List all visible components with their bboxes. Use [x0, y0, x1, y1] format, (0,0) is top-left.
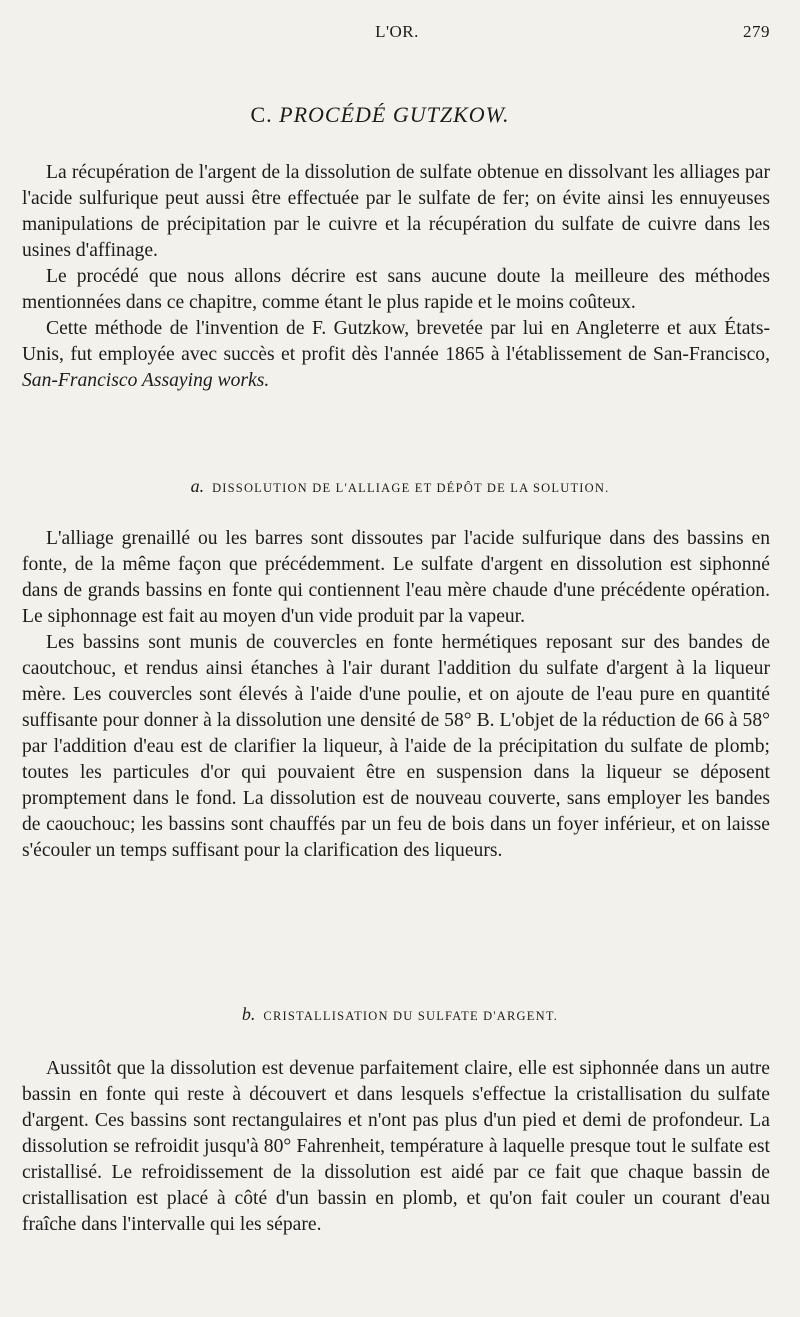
- subsection-b-text: [22, 1056, 770, 1238]
- subsection-a-letter: a.: [190, 476, 205, 496]
- subsection-b-paragraph-1: Aussitôt que la dissolution est devenue parfaitement claire, elle est siphonnée dans un autre bassin en fonte qui reste à découvert et dans lesquels s'effectue la cristallisation du sulfate d'argent. Ces bassins sont rectangulaires et n'ont pas plus d'un pied et demi de profondeur. La dissolution se refroidit jusqu'à 80° Fahrenheit, température à laquelle presque tout le sulfate est cristallisé. Le refroidissement de la dissolution est aidé par ce fait que chaque bassin de cristallisation est placé à côté d'un bassin en plomb, et qu'on fait couler un courant d'eau fraîche dans l'intervalle qui les sépare.: [22, 1058, 770, 1235]
- subsection-a-text: [22, 526, 770, 864]
- works-name: San-Francisco Assaying works.: [22, 370, 270, 391]
- subsection-a-heading: [0, 476, 800, 497]
- intro-paragraph-3: [22, 316, 770, 394]
- page-number: 279: [743, 22, 770, 41]
- subsection-a-title: DISSOLUTION DE L'ALLIAGE ET DÉPÔT DE LA SOLUTION.: [212, 481, 610, 495]
- subsection-a-paragraph-2: Les bassins sont munis de couvercles en fonte hermétiques reposant sur des bandes de caoutchouc, et rendus ainsi étanches à l'air durant l'addition du sulfate d'argent à la liqueur mère. Les couvercles sont élevés à l'aide d'une poulie, et on ajoute de l'eau pure en quantité suffisante pour donner à la dissolution une densité de 58° B. L'objet de la réduction de 66 à 58° par l'addition d'eau est de clarifier la liqueur, à l'aide de la précipitation du sulfate de plomb; toutes les particules d'or qui pouvaient être en suspension dans la liqueur se déposent promptement dans le fond. La dissolution est de nouveau couverte, sans employer les bandes de caouchouc; les bassins sont chauffés par un feu de bois dans un foyer inférieur, et on laisse s'écouler un temps suffisant pour la clarification des liqueurs.: [22, 632, 770, 861]
- running-head: [24, 22, 770, 44]
- intro-text: [22, 160, 770, 394]
- subsection-b-heading: [0, 1004, 800, 1025]
- subsection-a-paragraph-1: L'alliage grenaillé ou les barres sont dissoutes par l'acide sulfurique dans des bassins en fonte, de la même façon que précédemment. Le sulfate d'argent en dissolution est siphonné dans de grands bassins en fonte qui contiennent l'eau mère chaude d'une précédente opération. Le siphonnage est fait au moyen d'un vide produit par la vapeur.: [22, 528, 770, 627]
- section-title: [0, 102, 760, 128]
- section-name: PROCÉDÉ GUTZKOW.: [279, 102, 510, 127]
- subsection-b-letter: b.: [241, 1004, 256, 1024]
- intro-paragraph-3-text: Cette méthode de l'invention de F. Gutzkow, brevetée par lui en Angleterre et aux États-Unis, fut employée avec succès et profit dès l'année 1865 à l'établissement de San-Francisco,: [22, 318, 770, 365]
- running-title: L'OR.: [375, 22, 419, 41]
- section-letter: C.: [250, 102, 273, 127]
- intro-paragraph-2: Le procédé que nous allons décrire est sans aucune doute la meilleure des méthodes mentionnées dans ce chapitre, comme étant le plus rapide et le moins coûteux.: [22, 266, 770, 313]
- subsection-b-title: CRISTALLISATION DU SULFATE D'ARGENT.: [263, 1009, 559, 1023]
- intro-paragraph-1: La récupération de l'argent de la dissolution de sulfate obtenue en dissolvant les alliages par l'acide sulfurique peut aussi être effectuée par le sulfate de fer; on évite ainsi les ennuyeuses manipulations de précipitation par le cuivre et la récupération du sulfate de cuivre dans les usines d'affinage.: [22, 162, 770, 261]
